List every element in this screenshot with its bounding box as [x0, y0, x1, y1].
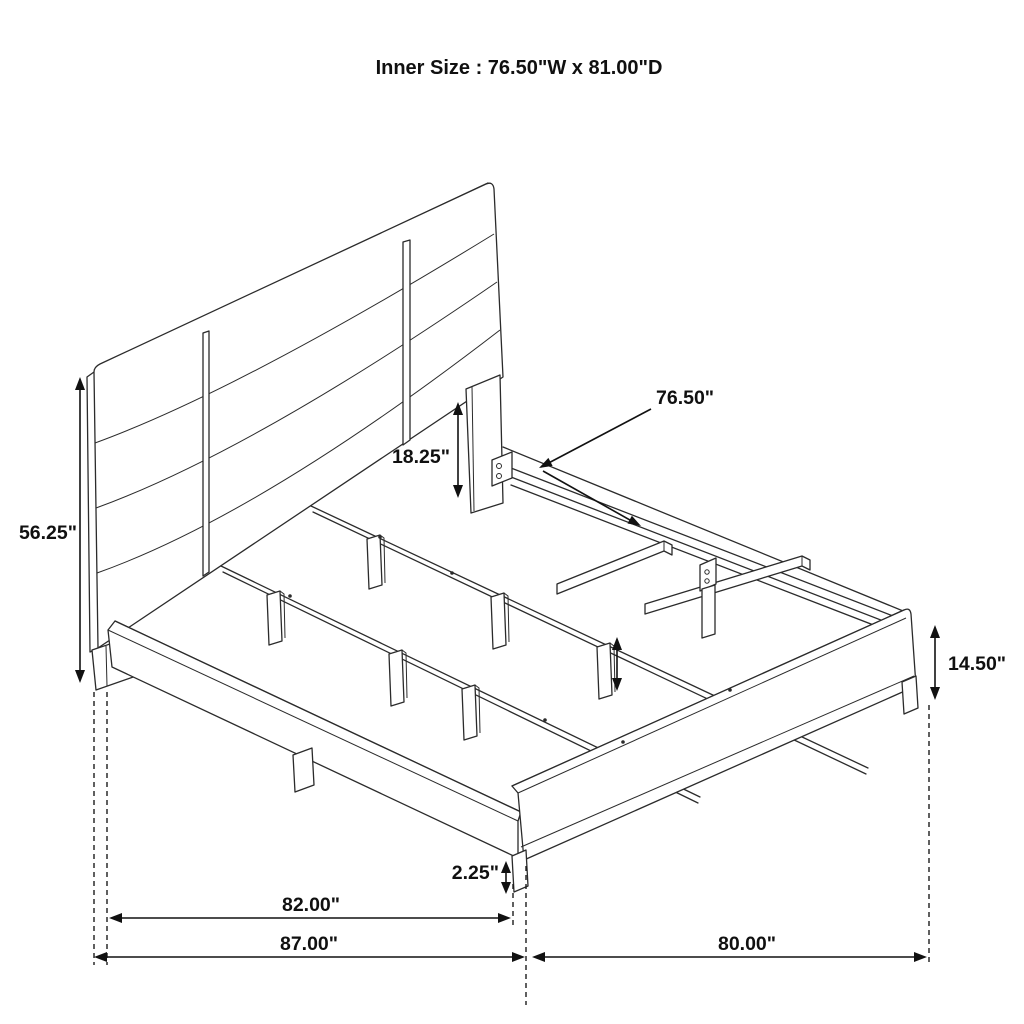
- footboard-face: [512, 609, 916, 860]
- footboard: [512, 609, 918, 892]
- arrowhead-down: [501, 882, 511, 894]
- dim-overall-depth: [94, 933, 525, 962]
- support-leg: [367, 535, 385, 589]
- back-side-rail: [492, 447, 908, 636]
- headboard-accent-strip: [403, 240, 410, 445]
- front-rail-foot: [293, 748, 314, 792]
- diagram-title: Inner Size : 76.50"W x 81.00"D: [375, 57, 663, 79]
- headboard-front-panel: [94, 183, 503, 648]
- arrowhead-left: [94, 952, 107, 962]
- dim-overall-width-label: 80.00": [717, 933, 777, 955]
- dim-floor-gap-label: 2.25": [451, 862, 499, 884]
- cross-slats: [557, 541, 810, 638]
- headboard-accent-strip: [203, 331, 209, 576]
- leader-line: [541, 409, 651, 467]
- dim-inner-width: [539, 387, 714, 526]
- slat-post: [702, 585, 715, 638]
- arrowhead-left: [109, 913, 122, 923]
- arrowhead-up: [501, 861, 511, 873]
- dim-footboard-height-label: 14.50": [948, 653, 1007, 675]
- dim-inner-width-label: 76.50": [656, 387, 715, 409]
- support-leg: [462, 685, 480, 740]
- arrowhead-up: [930, 625, 940, 638]
- arrowhead-left: [532, 952, 545, 962]
- dim-slat-span-label: 82.00": [281, 894, 341, 916]
- dim-headboard-height: [19, 377, 85, 683]
- arrowhead-right: [914, 952, 927, 962]
- front-rail-top-edge: [108, 630, 518, 821]
- arrowhead-right: [498, 913, 511, 923]
- dim-headboard-height-label: 56.25": [18, 522, 77, 544]
- support-leg: [597, 643, 615, 699]
- dim-slat-span: [109, 894, 511, 923]
- headboard-right-leg: [466, 375, 503, 513]
- footboard-right-foot: [902, 676, 918, 714]
- arrowhead-up: [75, 377, 85, 390]
- dim-rail-floor-gap: [452, 861, 511, 894]
- screw-hole: [450, 571, 454, 575]
- screw-hole: [543, 718, 547, 722]
- screw-hole: [728, 688, 732, 692]
- cross-slat: [557, 541, 672, 594]
- arrowhead-down: [930, 687, 940, 700]
- cross-slat: [645, 556, 810, 614]
- support-leg: [267, 591, 285, 645]
- arrowhead-down: [75, 670, 85, 683]
- arrowhead-down: [612, 678, 622, 691]
- screw-hole: [288, 594, 292, 598]
- support-leg: [491, 593, 509, 649]
- headboard: [87, 183, 503, 690]
- dim-overall-width: [532, 933, 927, 962]
- support-leg: [389, 650, 407, 706]
- dim-overall-depth-label: 87.00": [279, 933, 339, 955]
- front-side-rail: [108, 621, 521, 858]
- arrowhead-right: [512, 952, 525, 962]
- arrowhead-up: [612, 637, 622, 650]
- front-rail-face: [108, 621, 521, 858]
- screw-hole: [378, 535, 382, 539]
- screw-hole: [621, 740, 625, 744]
- dim-footboard-height: [930, 625, 1006, 700]
- dim-clearance-label: 18.25": [391, 446, 450, 468]
- arrowhead-down: [453, 485, 463, 498]
